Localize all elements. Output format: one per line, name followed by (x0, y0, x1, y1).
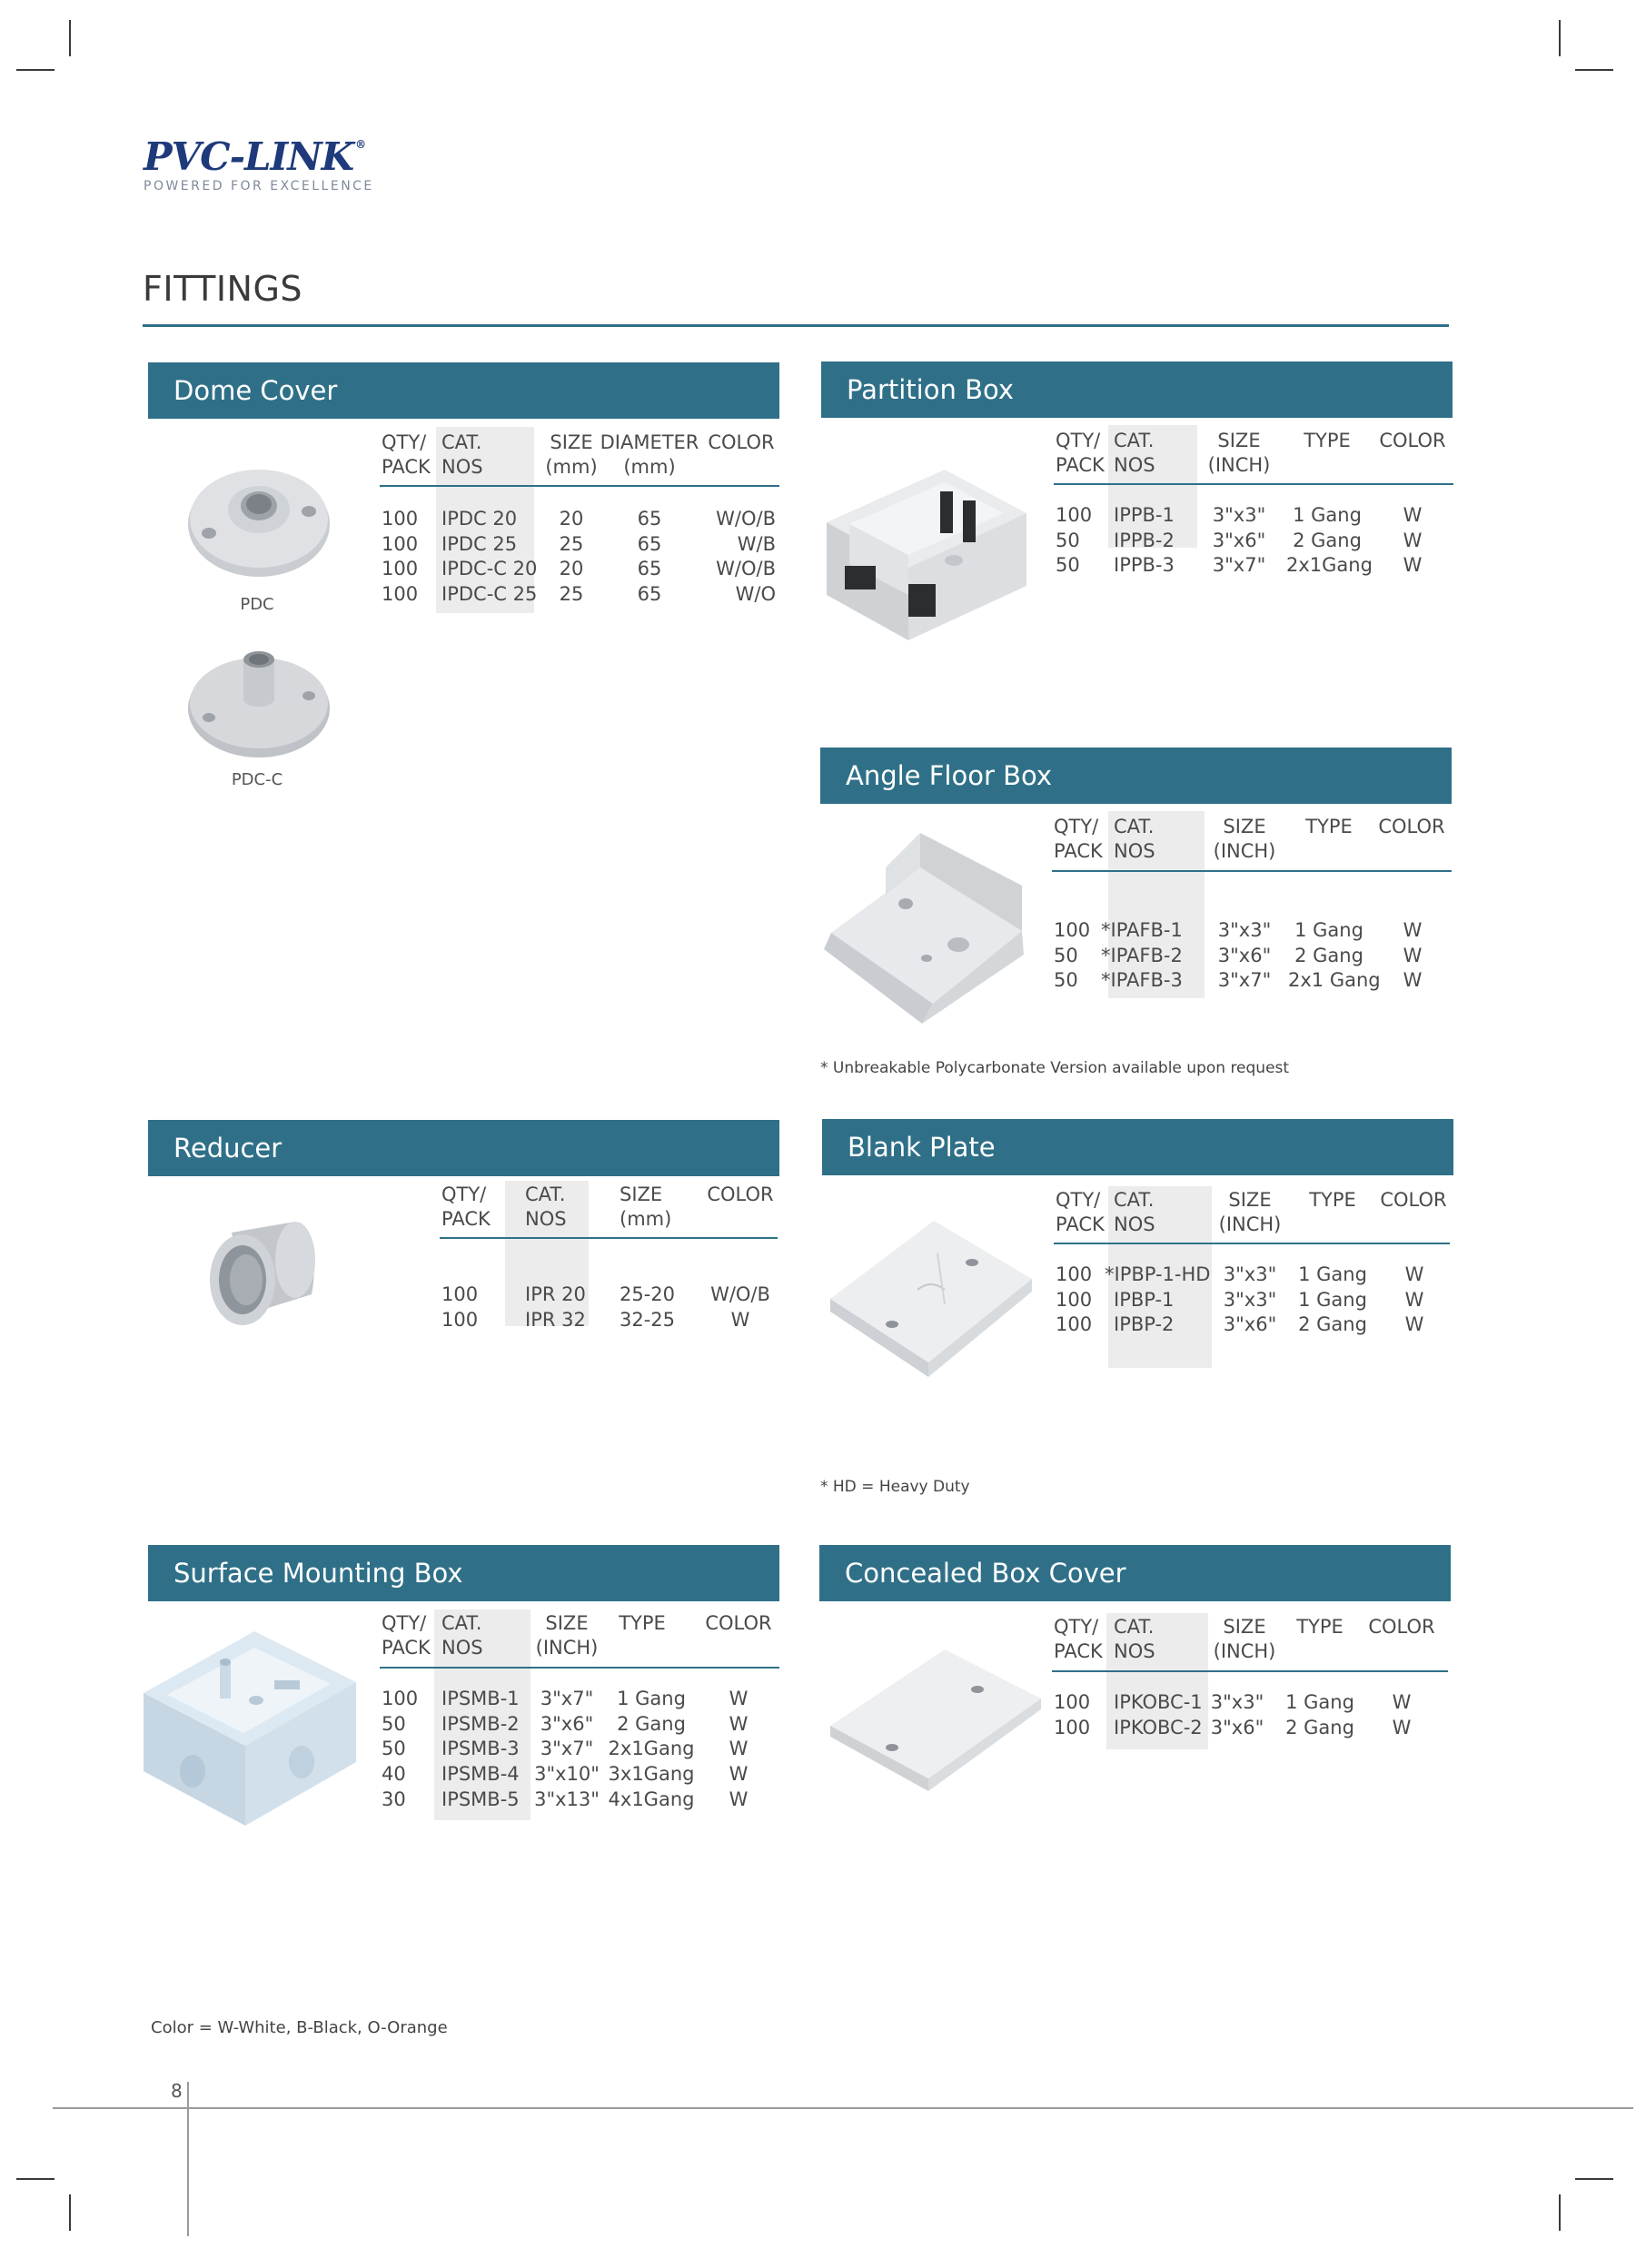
header-type: TYPE (1304, 430, 1351, 451)
table-cell: W/O/B (716, 558, 776, 579)
surface-mounting-box-image (138, 1626, 361, 1830)
table-cell: IPBP-1 (1114, 1289, 1175, 1311)
table-cell: 2 Gang (1294, 945, 1363, 966)
table-cell: 3"x7" (1217, 969, 1272, 991)
header-type: TYPE (1305, 816, 1353, 837)
header-diameter: DIAMETER (mm) (600, 431, 699, 478)
table-cell: IPSMB-5 (441, 1788, 520, 1810)
header-cat: CAT. NOS (1114, 430, 1155, 476)
brand-logo: PVC-LINK ® (144, 134, 366, 179)
header-type: TYPE (619, 1612, 666, 1634)
header-qty: QTY/ PACK (441, 1184, 491, 1230)
table-cell: W (1403, 554, 1423, 576)
table-cell: IPSMB-3 (441, 1738, 520, 1759)
table-cell: 1 Gang (1298, 1263, 1367, 1285)
table-cell: 100 (1056, 1313, 1093, 1335)
table-cell: 3"x3" (1223, 1263, 1277, 1285)
table-cell: 100 (1056, 504, 1093, 526)
table-cell: 32-25 (620, 1309, 676, 1331)
table-cell: *IPAFB-3 (1101, 969, 1183, 991)
table-cell: 100 (1054, 919, 1091, 941)
header-cat: CAT. NOS (1114, 1616, 1155, 1662)
table-cell: 1 Gang (617, 1688, 686, 1709)
table-cell: IPSMB-1 (441, 1688, 520, 1709)
angle-floor-box-table (1052, 811, 1452, 1011)
header-qty: QTY/ PACK (1054, 1616, 1103, 1662)
table-cell: W (1392, 1717, 1412, 1738)
header-cat: CAT. NOS (525, 1184, 567, 1230)
table-cell: IPKOBC-2 (1114, 1717, 1203, 1738)
table-cell: W (1403, 504, 1423, 526)
table-cell: 25 (559, 583, 584, 605)
table-cell: 20 (559, 558, 584, 579)
table-cell: IPBP-2 (1114, 1313, 1175, 1335)
header-rule (380, 1667, 779, 1669)
header-color: COLOR (1380, 1189, 1447, 1211)
header-qty: QTY/ PACK (382, 1612, 431, 1659)
header-color: COLOR (1379, 430, 1446, 451)
header-qty: QTY/ PACK (1054, 816, 1103, 862)
table-cell: W (1392, 1691, 1412, 1713)
angle-floor-box-image (822, 831, 1031, 1026)
header-qty: QTY/ PACK (1056, 430, 1105, 476)
header-color: COLOR (707, 1184, 774, 1205)
table-cell: 2x1 Gang (1288, 969, 1381, 991)
partition-box-table (1054, 425, 1453, 589)
table-cell: *IPAFB-2 (1101, 945, 1183, 966)
caption-pdc-c: PDC-C (231, 770, 283, 789)
header-rule (380, 485, 779, 487)
table-cell: *IPAFB-1 (1101, 919, 1183, 941)
blank-plate-table (1054, 1186, 1453, 1368)
crop-mark (16, 2178, 55, 2180)
table-cell: 40 (382, 1763, 406, 1785)
blank-plate-note: * HD = Heavy Duty (820, 1478, 970, 1496)
table-cell: IPPB-1 (1114, 504, 1175, 526)
table-cell: 1 Gang (1294, 919, 1363, 941)
color-legend: Color = W-White, B-Black, O-Orange (151, 2018, 448, 2037)
table-cell: 100 (441, 1283, 479, 1305)
table-cell: 1 Gang (1293, 504, 1362, 526)
crop-mark (1559, 2194, 1561, 2231)
header-cat: CAT. NOS (441, 1612, 483, 1659)
table-cell: W (1403, 919, 1423, 941)
table-cell: IPSMB-2 (441, 1713, 520, 1735)
section-title-reducer: Reducer (148, 1120, 779, 1176)
header-size: SIZE (INCH) (1213, 1616, 1276, 1662)
partition-box-image (818, 459, 1036, 649)
table-cell: 3"x13" (534, 1788, 600, 1810)
table-cell: IPDC-C 20 (441, 558, 538, 579)
section-title-angle-floor-box: Angle Floor Box (820, 748, 1452, 804)
reducer-table (440, 1181, 778, 1344)
table-cell: 3"x6" (1223, 1313, 1277, 1335)
dome-cover-table (380, 427, 779, 627)
table-cell: 50 (1056, 530, 1080, 551)
table-cell: 50 (1054, 945, 1078, 966)
table-cell: W (729, 1738, 749, 1759)
table-cell: 4x1Gang (608, 1788, 695, 1810)
header-size: SIZE (INCH) (1207, 430, 1271, 476)
header-rule (1054, 483, 1453, 485)
table-cell: 25-20 (620, 1283, 676, 1305)
table-cell: IPPB-3 (1114, 554, 1175, 576)
table-cell: W/O/B (716, 508, 776, 530)
table-cell: 20 (559, 508, 584, 530)
table-cell: 3"x6" (1210, 1717, 1264, 1738)
table-cell: W/O (735, 583, 776, 605)
table-cell: IPPB-2 (1114, 530, 1175, 551)
table-cell: 100 (1054, 1717, 1091, 1738)
table-cell: 100 (382, 558, 419, 579)
header-color: COLOR (708, 431, 775, 453)
header-cat: CAT. NOS (441, 431, 483, 478)
crop-mark (69, 2194, 71, 2231)
table-cell: 3"x3" (1210, 1691, 1264, 1713)
table-cell: 50 (1054, 969, 1078, 991)
section-title-dome-cover: Dome Cover (148, 362, 779, 419)
footer-rule (53, 2107, 1633, 2109)
header-cat: CAT. NOS (1114, 1189, 1155, 1235)
header-size: SIZE (INCH) (1213, 816, 1276, 862)
header-rule (440, 1237, 778, 1239)
dome-cover-pdc-image (182, 459, 336, 586)
title-rule (143, 324, 1449, 327)
table-cell: 100 (1054, 1691, 1091, 1713)
table-cell: 25 (559, 533, 584, 555)
header-color: COLOR (1368, 1616, 1435, 1638)
crop-mark (16, 69, 55, 71)
brand-tagline: POWERED FOR EXCELLENCE (144, 179, 374, 193)
table-cell: W (1403, 945, 1423, 966)
section-title-partition-box: Partition Box (821, 361, 1453, 418)
header-color: COLOR (705, 1612, 772, 1634)
header-size: SIZE (mm) (545, 431, 598, 478)
table-cell: 65 (637, 508, 662, 530)
table-cell: 3"x7" (1212, 554, 1266, 576)
dome-cover-pdc-c-image (182, 647, 336, 765)
table-cell: 3"x6" (540, 1713, 594, 1735)
table-cell: 2 Gang (1298, 1313, 1367, 1335)
table-cell: 100 (382, 533, 419, 555)
table-cell: 2 Gang (1293, 530, 1362, 551)
header-rule (1052, 1670, 1448, 1672)
section-title-concealed-box-cover: Concealed Box Cover (819, 1545, 1451, 1601)
table-cell: 3"x6" (1217, 945, 1272, 966)
table-cell: 65 (637, 533, 662, 555)
header-rule (1052, 870, 1452, 872)
table-cell: 1 Gang (1298, 1289, 1367, 1311)
table-cell: W (1404, 1313, 1424, 1335)
table-cell: W (730, 1309, 750, 1331)
table-cell: 30 (382, 1788, 406, 1810)
header-qty: QTY/ PACK (1056, 1189, 1105, 1235)
table-cell: W (1404, 1263, 1424, 1285)
header-type: TYPE (1296, 1616, 1344, 1638)
section-title-surface-mounting-box: Surface Mounting Box (148, 1545, 779, 1601)
footer-vertical-rule (187, 2082, 189, 2236)
blank-plate-image (827, 1217, 1036, 1385)
table-cell: 1 Gang (1285, 1691, 1354, 1713)
table-cell: W (1403, 969, 1423, 991)
table-cell: IPDC 20 (441, 508, 518, 530)
table-cell: 3x1Gang (608, 1763, 695, 1785)
concealed-box-cover-table (1052, 1613, 1452, 1758)
table-cell: 100 (382, 583, 419, 605)
table-cell: 2 Gang (617, 1713, 686, 1735)
page-title: FITTINGS (143, 269, 303, 309)
table-cell: 3"x3" (1212, 504, 1266, 526)
table-cell: 100 (382, 1688, 419, 1709)
table-cell: 3"x10" (534, 1763, 600, 1785)
crop-mark (1575, 69, 1613, 71)
crop-mark (1575, 2178, 1613, 2180)
table-cell: 3"x6" (1212, 530, 1266, 551)
table-cell: W (1404, 1289, 1424, 1311)
header-size: SIZE (mm) (620, 1184, 672, 1230)
table-cell: 2x1Gang (1286, 554, 1373, 576)
reducer-image (204, 1213, 327, 1335)
concealed-box-cover-image (827, 1642, 1045, 1801)
table-cell: 2 Gang (1285, 1717, 1354, 1738)
header-size: SIZE (INCH) (535, 1612, 599, 1659)
angle-floor-box-note: * Unbreakable Polycarbonate Version available upon request (820, 1059, 1290, 1077)
table-cell: 100 (1056, 1263, 1093, 1285)
table-cell: W (729, 1713, 749, 1735)
table-cell: IPKOBC-1 (1114, 1691, 1203, 1713)
caption-pdc: PDC (240, 595, 274, 614)
table-cell: 3"x7" (540, 1688, 594, 1709)
table-cell: *IPBP-1-HD (1105, 1263, 1211, 1285)
table-cell: 100 (382, 508, 419, 530)
table-cell: W/B (737, 533, 776, 555)
table-cell: IPSMB-4 (441, 1763, 520, 1785)
table-cell: 50 (382, 1738, 406, 1759)
table-cell: IPDC-C 25 (441, 583, 538, 605)
header-cat: CAT. NOS (1114, 816, 1155, 862)
table-cell: 100 (1056, 1289, 1093, 1311)
table-cell: W (729, 1688, 749, 1709)
table-cell: IPR 20 (525, 1283, 586, 1305)
table-cell: 65 (637, 558, 662, 579)
table-cell: W/O/B (710, 1283, 770, 1305)
table-cell: IPR 32 (525, 1309, 586, 1331)
header-qty: QTY/ PACK (382, 431, 431, 478)
table-cell: IPDC 25 (441, 533, 518, 555)
header-size: SIZE (INCH) (1218, 1189, 1282, 1235)
table-cell: 3"x3" (1223, 1289, 1277, 1311)
table-cell: 2x1Gang (608, 1738, 695, 1759)
crop-mark (1559, 20, 1561, 56)
table-cell: 3"x7" (540, 1738, 594, 1759)
table-cell: W (729, 1763, 749, 1785)
table-cell: W (729, 1788, 749, 1810)
header-type: TYPE (1309, 1189, 1356, 1211)
header-color: COLOR (1378, 816, 1445, 837)
table-cell: 65 (637, 583, 662, 605)
table-cell: W (1403, 530, 1423, 551)
crop-mark (69, 20, 71, 56)
table-cell: 50 (1056, 554, 1080, 576)
page-number: 8 (171, 2080, 183, 2102)
header-rule (1054, 1243, 1450, 1244)
table-cell: 50 (382, 1713, 406, 1735)
surface-mounting-box-table (380, 1609, 779, 1827)
table-cell: 100 (441, 1309, 479, 1331)
section-title-blank-plate: Blank Plate (822, 1119, 1453, 1175)
table-cell: 3"x3" (1217, 919, 1272, 941)
